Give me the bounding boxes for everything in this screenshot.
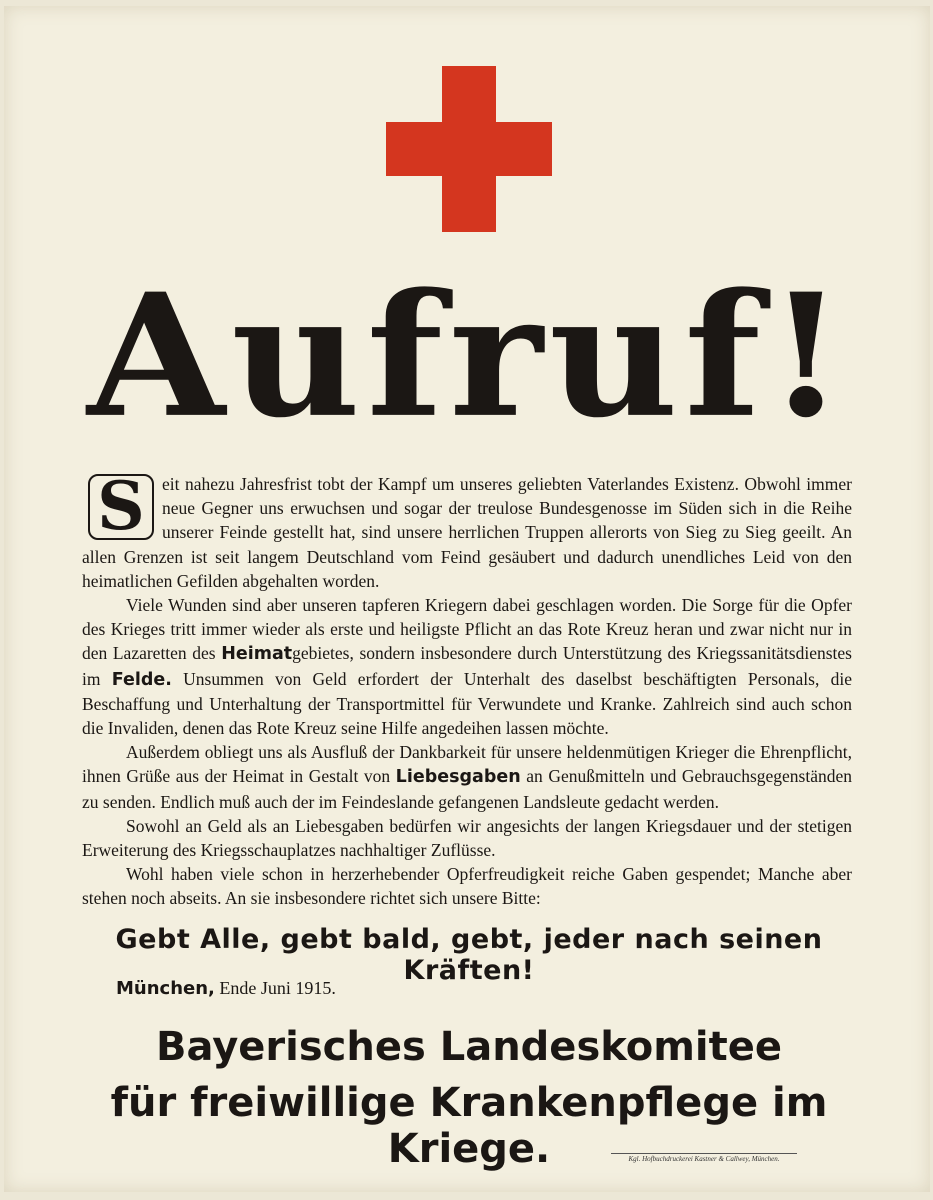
paragraph-5: Wohl haben viele schon in herzerhebender Opferfreudigkeit reiche Gaben gespendet; Manche aber stehen noch abseits. An sie insbesondere richtet sich unsere Bitte: bbox=[82, 864, 852, 909]
paragraph-4: Sowohl an Geld als an Liebesgaben bedürfen wir angesichts der langen Kriegsdauer und der stetigen Erweiterung des Kriegsschauplatzes nachhaltiger Zuflüsse. bbox=[82, 815, 852, 861]
dateline-date: Ende Juni 1915. bbox=[214, 978, 336, 998]
paragraph-2: Viele Wunden sind aber unseren tapferen Kriegern dabei geschlagen worden. Die Sorge für die Opfer des Krieges tritt immer wieder als erste und heiligste Pflicht an das Rote Kreuz heran und zwar nicht nur in den Lazaretten des Heimatgebietes, sondern insbesondere durch Unterstützung des Kriegssanitätsdienstes im Felde. Unsummen von Geld erfordert der Unterhalt des daselbst beschäftigten Personals, die Beschaffung und Unterhaltung der Transportmittel für Verwundete und Kranke. Zahlreich sind auch schon die Invaliden, denen das Rote Kreuz seine Hilfe angedeihen lassen möchte. bbox=[82, 595, 852, 739]
organization-line-2: für freiwillige Krankenpflege im Kriege. bbox=[110, 1080, 828, 1172]
printer-imprint: Kgl. Hofbuchdruckerei Kastner & Callwey, München. bbox=[628, 1155, 780, 1163]
poster-sheet bbox=[4, 6, 930, 1192]
printer-rule bbox=[611, 1153, 797, 1154]
bold-word-felde: Felde. bbox=[111, 669, 172, 690]
paragraph-3: Außerdem obliegt uns als Ausfluß der Dankbarkeit für unsere heldenmütigen Krieger die Ehrenpflicht, ihnen Grüße aus der Heimat in Gestalt von Liebesgaben an Genußmitteln und Gebrauchsgegenständen zu senden. Endlich muß auch der im Feindeslande gefangenen Landsleute gedacht werden. bbox=[82, 742, 852, 812]
appeal-slogan: Gebt Alle, gebt bald, gebt, jeder nach seinen Kräften! bbox=[115, 924, 823, 986]
red-cross-icon bbox=[386, 66, 552, 232]
bold-word-heimat: Heimat bbox=[221, 644, 293, 665]
dropcap: S bbox=[88, 474, 154, 540]
headline: Aufruf! bbox=[87, 256, 851, 455]
appeal-body bbox=[82, 467, 852, 911]
dateline bbox=[116, 978, 336, 999]
paragraph-1: S eit nahezu Jahresfrist tobt der Kampf um unseres geliebten Vaterlandes Existenz. Obwohl immer neue Gegner uns erwuchsen und sogar der treulose Bundesgenosse im Süden sich in die Reihe unserer Feinde gestellt hat, sind unsere herrlichen Truppen allerorts von Sieg zu Sieg geeilt. An allen Grenzen ist seit langem Deutschland vom Feind gesäubert und dadurch unendliches Leid von den heimatlichen Gefilden abgehalten worden. bbox=[82, 467, 852, 591]
bold-word-liebesgaben: Liebesgaben bbox=[395, 767, 521, 788]
organization-line-1: Bayerisches Landeskomitee bbox=[155, 1024, 783, 1070]
dateline-city: München, bbox=[116, 978, 215, 999]
